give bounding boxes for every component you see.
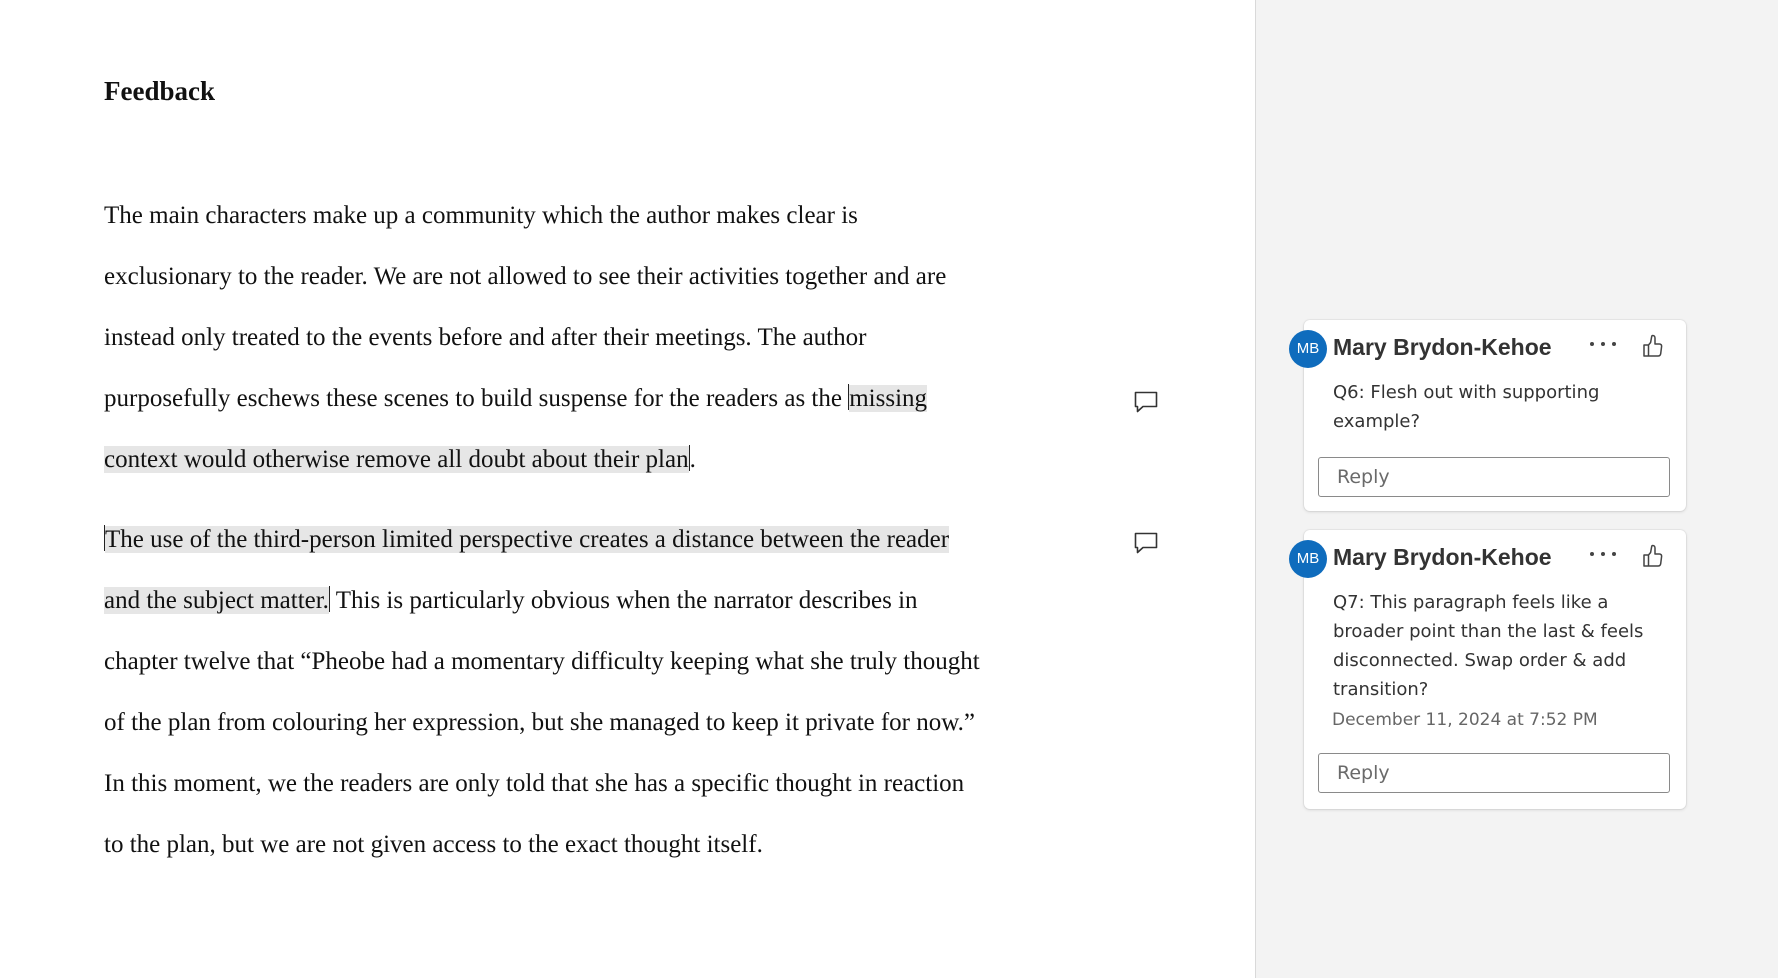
comment-author: Mary Brydon-Kehoe bbox=[1333, 544, 1552, 570]
more-options-icon[interactable] bbox=[1588, 542, 1618, 566]
paragraph-1-line-4: purposefully eschews these scenes to build suspense for the readers as the bbox=[104, 385, 849, 412]
paragraph-1-line-3: instead only treated to the events before and after their meetings. The author bbox=[104, 324, 867, 351]
comment-text: Q6: Flesh out with supporting example? bbox=[1333, 382, 1600, 432]
comment-icon[interactable] bbox=[1133, 389, 1159, 415]
paragraph-1[interactable] bbox=[104, 185, 946, 490]
comment-icon[interactable] bbox=[1133, 530, 1159, 556]
document-heading: Feedback bbox=[104, 76, 215, 106]
commented-text-q7-part-2[interactable]: and the subject matter. bbox=[104, 587, 329, 614]
comment-text: Q7: This paragraph feels like a broader point than the last & feels disconnected. Swap order & add transition? bbox=[1333, 592, 1644, 700]
commented-text-q7-part-1[interactable]: The use of the third-person limited perspective creates a distance between the reader bbox=[105, 526, 950, 553]
more-options-icon[interactable] bbox=[1588, 332, 1618, 356]
commented-text-q6-part-1[interactable]: missing bbox=[849, 385, 928, 412]
paragraph-1-line-1: The main characters make up a community which the author makes clear is bbox=[104, 202, 858, 229]
paragraph-2-line-2-end: This is particularly obvious when the narrator describes in bbox=[329, 587, 918, 614]
paragraph-2[interactable] bbox=[104, 509, 980, 875]
commented-text-q6-part-2[interactable]: context would otherwise remove all doubt about their plan bbox=[104, 446, 689, 473]
avatar: MB bbox=[1289, 330, 1327, 368]
reply-input[interactable]: Reply bbox=[1318, 457, 1670, 497]
paragraph-2-line-6: to the plan, but we are not given access to the exact thought itself. bbox=[104, 831, 763, 858]
reply-input[interactable]: Reply bbox=[1318, 753, 1670, 793]
comment-timestamp: December 11, 2024 at 7:52 PM bbox=[1332, 710, 1598, 730]
paragraph-1-line-5-end: . bbox=[689, 446, 696, 473]
thumbs-up-icon[interactable] bbox=[1639, 331, 1665, 359]
comment-author: Mary Brydon-Kehoe bbox=[1333, 334, 1552, 360]
paragraph-1-line-2: exclusionary to the reader. We are not allowed to see their activities together and are bbox=[104, 263, 947, 290]
paragraph-2-line-5: In this moment, we the readers are only told that she has a specific thought in reaction bbox=[104, 770, 965, 797]
avatar: MB bbox=[1289, 540, 1327, 578]
paragraph-2-line-4: of the plan from colouring her expression, but she managed to keep it private for now.” bbox=[104, 709, 976, 736]
thumbs-up-icon[interactable] bbox=[1639, 541, 1665, 569]
comment-card[interactable] bbox=[1296, 530, 1686, 809]
comment-card[interactable] bbox=[1296, 320, 1686, 511]
paragraph-2-line-3: chapter twelve that “Pheobe had a momentary difficulty keeping what she truly thought bbox=[104, 648, 980, 675]
